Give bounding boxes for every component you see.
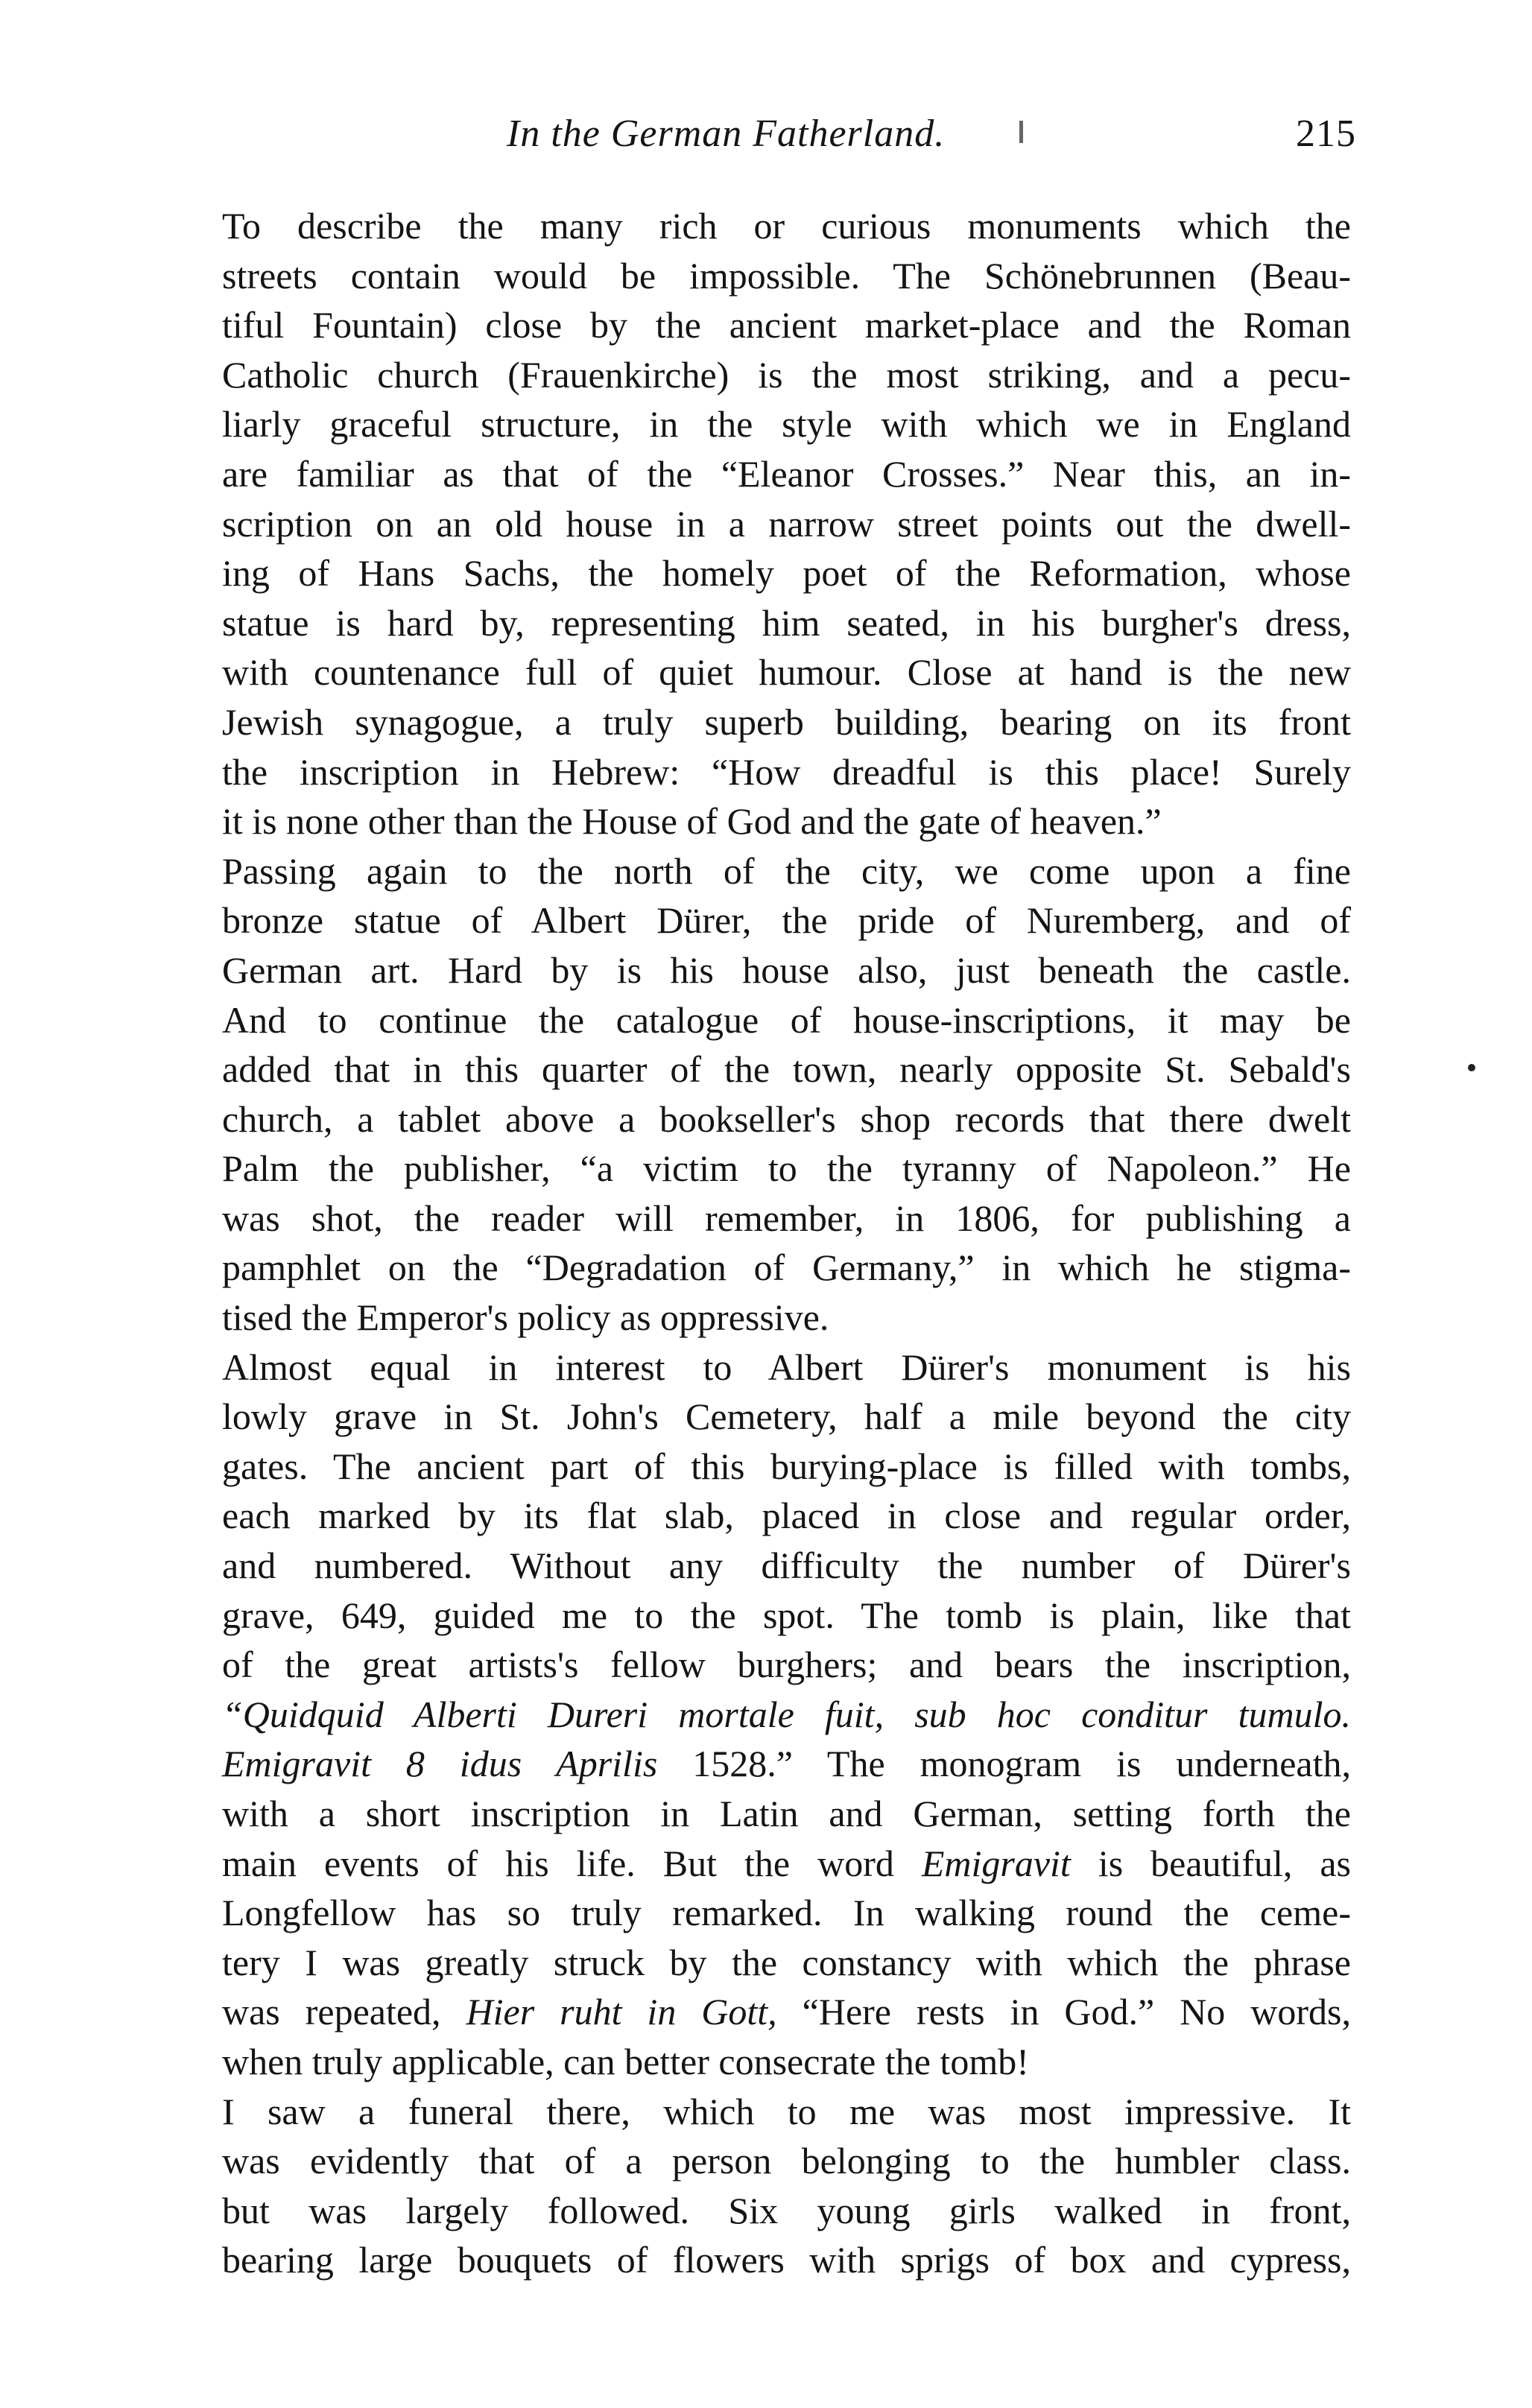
text-segment: is beautiful, as	[1070, 1842, 1352, 1884]
text-line	[222, 1541, 1351, 1591]
text-line	[222, 1293, 1351, 1343]
text-line	[222, 1094, 1351, 1144]
text-line	[222, 548, 1351, 598]
text-segment: gates. The ancient part of this burying-place is filled with tombs,	[222, 1445, 1351, 1487]
body-text	[222, 201, 1351, 2285]
text-line	[222, 251, 1351, 301]
text-line	[222, 300, 1351, 350]
text-segment: with countenance full of quiet humour. Close at hand is the new	[222, 651, 1351, 694]
text-line	[222, 1640, 1351, 1690]
text-segment: the inscription in Hebrew: “How dreadful is this place! Surely	[222, 750, 1351, 793]
text-line	[222, 1839, 1351, 1889]
text-segment: and numbered. Without any difficulty the number of Dürer's	[222, 1544, 1351, 1587]
text-line	[222, 995, 1351, 1045]
text-segment: And to continue the catalogue of house-inscriptions, it may be	[222, 998, 1351, 1041]
text-line	[222, 1690, 1351, 1740]
text-segment: was evidently that of a person belonging to the humbler class.	[222, 2140, 1351, 2182]
text-line	[222, 1243, 1351, 1293]
text-segment: with a short inscription in Latin and German, setting forth the	[222, 1793, 1351, 1834]
text-line	[222, 846, 1351, 896]
text-segment: German art. Hard by is his house also, just beneath the castle.	[222, 948, 1351, 991]
text-segment: statue is hard by, representing him seated, in his burgher's dress,	[222, 601, 1351, 644]
text-line	[222, 747, 1351, 797]
text-segment: streets contain would be impossible. The Schönebrunnen (Beau-	[222, 254, 1351, 297]
text-segment: “Here rests in God.” No words,	[776, 1991, 1351, 2033]
text-line	[222, 647, 1351, 697]
text-segment: pamphlet on the “Degradation of Germany,” in which he stigma-	[222, 1246, 1351, 1289]
text-segment: are familiar as that of the “Eleanor Crosses.” Near this, an in-	[222, 452, 1351, 495]
text-line	[222, 598, 1351, 648]
text-line	[222, 1045, 1351, 1094]
text-line	[222, 1442, 1351, 1492]
text-line	[222, 201, 1351, 251]
text-line	[222, 2087, 1351, 2137]
text-line	[222, 1144, 1351, 1194]
text-line	[222, 350, 1351, 400]
page-number: 215	[1296, 113, 1356, 155]
text-segment: lowly grave in St. John's Cemetery, half a mile beyond the city	[222, 1395, 1351, 1438]
text-segment: 1528.” The monogram is underneath,	[657, 1743, 1351, 1785]
text-line	[222, 1987, 1351, 2037]
text-segment: tised the Emperor's policy as oppressive.	[222, 1296, 829, 1339]
paragraph	[222, 2087, 1351, 2285]
text-segment: ing of Hans Sachs, the homely poet of the Reformation, whose	[222, 552, 1351, 595]
text-segment: added that in this quarter of the town, nearly opposite St. Sebald's	[222, 1048, 1351, 1091]
text-segment: liarly graceful structure, in the style with which we in England	[222, 403, 1351, 446]
text-segment: it is none other than the House of God and the gate of heaven.”	[222, 800, 1162, 843]
text-line	[222, 1194, 1351, 1243]
text-line	[222, 2235, 1351, 2285]
paragraph	[222, 201, 1351, 846]
text-segment: of the great artists's fellow burghers; and bears the inscription,	[222, 1644, 1351, 1686]
text-segment: church, a tablet above a bookseller's shop records that there dwelt	[222, 1097, 1351, 1140]
text-segment: Passing again to the north of the city, we come upon a fine	[222, 849, 1351, 892]
text-line	[222, 399, 1351, 449]
text-segment: but was largely followed. Six young girls walked in front,	[222, 2189, 1351, 2231]
text-segment: To describe the many rich or curious monuments which the	[222, 205, 1351, 247]
running-title: In the German Fatherland.	[507, 113, 946, 155]
text-line	[222, 1739, 1351, 1789]
text-segment: tiful Fountain) close by the ancient market-place and the Roman	[222, 304, 1351, 346]
italic-text: Emigravit 8 idus Aprilis	[222, 1743, 658, 1785]
italic-text: Emigravit	[921, 1842, 1071, 1884]
text-segment: was repeated,	[222, 1991, 466, 2033]
italic-text: Hier ruht in Gott,	[466, 1991, 777, 2033]
text-segment: main events of his life. But the word	[222, 1842, 922, 1884]
text-line	[222, 2037, 1351, 2087]
text-line	[222, 945, 1351, 995]
paragraph	[222, 846, 1351, 1343]
text-line	[222, 499, 1351, 549]
text-segment: bearing large bouquets of flowers with sprigs of box and cypress,	[222, 2239, 1351, 2281]
italic-text: “Quidquid Alberti Dureri mortale fuit, sub hoc conditur tumulo.	[222, 1693, 1351, 1735]
text-segment: when truly applicable, can better consecrate the tomb!	[222, 2040, 1029, 2082]
text-line	[222, 2136, 1351, 2186]
text-segment: tery I was greatly struck by the constancy with which the phrase	[222, 1941, 1351, 1983]
text-segment: Almost equal in interest to Albert Dürer's monument is his	[222, 1346, 1351, 1388]
text-line	[222, 1591, 1351, 1641]
text-segment: Catholic church (Frauenkirche) is the most striking, and a pecu-	[222, 353, 1351, 396]
text-segment: each marked by its flat slab, placed in close and regular order,	[222, 1495, 1351, 1537]
text-segment: Palm the publisher, “a victim to the tyranny of Napoleon.” He	[222, 1147, 1351, 1190]
text-line	[222, 896, 1351, 945]
text-line	[222, 1938, 1351, 1988]
text-segment: Jewish synagogue, a truly superb building, bearing on its front	[222, 700, 1351, 743]
text-line	[222, 796, 1351, 846]
print-speck	[1019, 121, 1023, 143]
running-head	[216, 112, 1356, 164]
text-line	[222, 449, 1351, 499]
text-line	[222, 1343, 1351, 1392]
text-segment: grave, 649, guided me to the spot. The tomb is plain, like that	[222, 1594, 1351, 1636]
text-line	[222, 1491, 1351, 1541]
paragraph	[222, 1343, 1351, 2087]
text-segment: Longfellow has so truly remarked. In walking round the ceme-	[222, 1892, 1351, 1934]
text-line	[222, 1888, 1351, 1938]
text-segment: bronze statue of Albert Dürer, the pride of Nuremberg, and of	[222, 899, 1351, 942]
text-line	[222, 2186, 1351, 2236]
text-segment: scription on an old house in a narrow street points out the dwell-	[222, 502, 1351, 545]
text-segment: was shot, the reader will remember, in 1806, for publishing a	[222, 1197, 1351, 1239]
text-line	[222, 1392, 1351, 1442]
text-segment: I saw a funeral there, which to me was most impressive. It	[222, 2090, 1351, 2132]
text-line	[222, 1789, 1351, 1839]
print-speck	[1468, 1064, 1475, 1071]
text-line	[222, 697, 1351, 747]
